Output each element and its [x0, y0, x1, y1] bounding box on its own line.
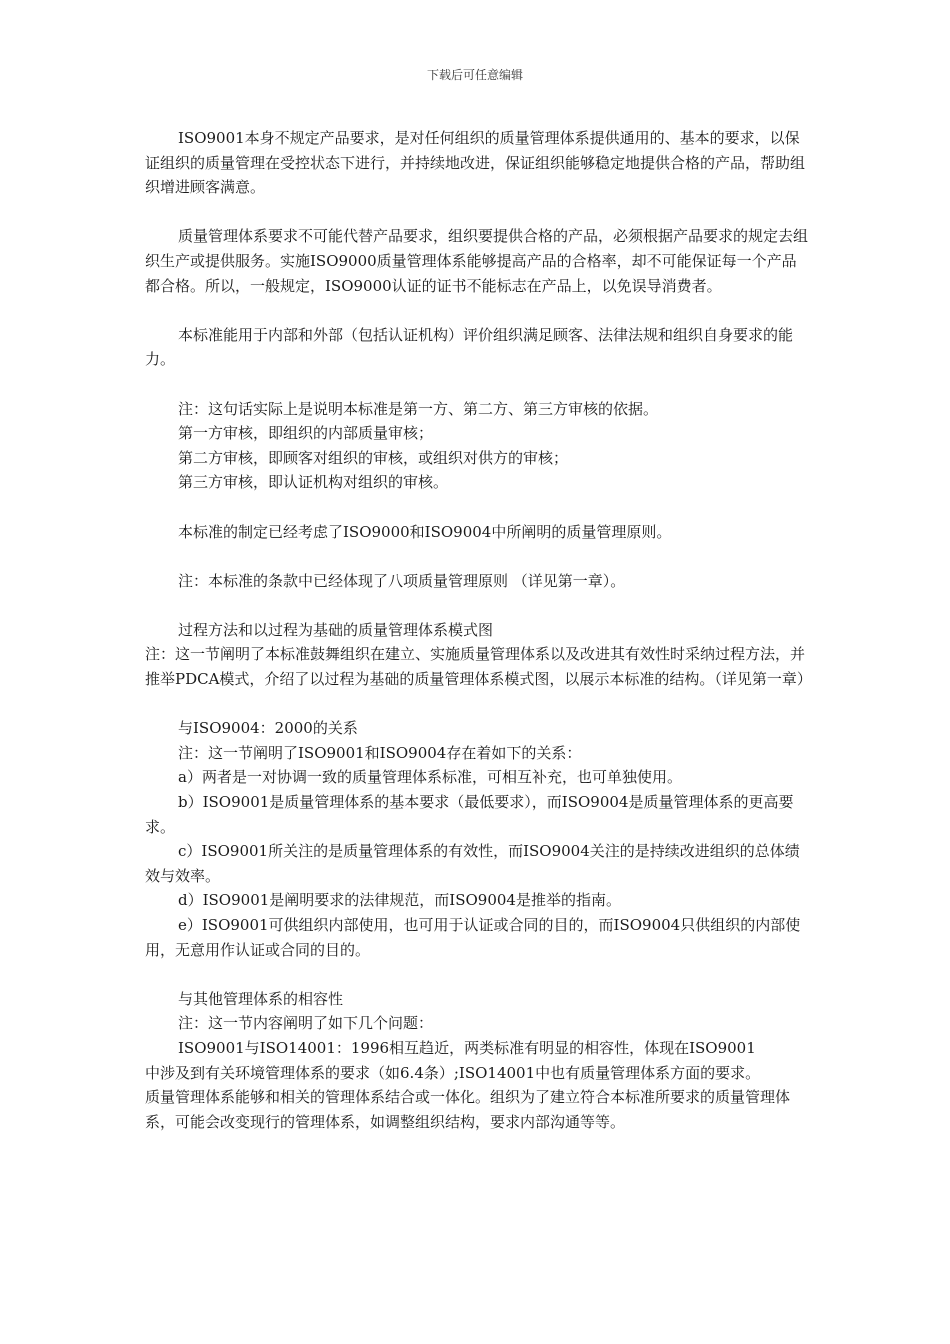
- heading-process-approach: 过程方法和以过程为基础的质量管理体系模式图: [178, 620, 494, 639]
- note-first-party-audit: 第一方审核，即组织的内部质量审核；: [178, 424, 434, 443]
- heading-iso9004-relation: 与ISO9004：2000的关系: [178, 719, 358, 738]
- relation-item-b: b）ISO9001是质量管理体系的基本要求（最低要求），而ISO9004是质量管理体系的更高要求。: [145, 793, 794, 836]
- note-eight-principles: 注：本标准的条款中已经体现了八项质量管理原则 （详见第一章）。: [178, 571, 626, 590]
- note-process-approach: 注：这一节阐明了本标准鼓舞组织在建立、实施质量管理体系以及改进其有效性时采纳过程方法，并推举PDCA模式，介绍了以过程为基础的质量管理体系模式图，以展示本标准的结构。（详见第一章）: [145, 645, 812, 689]
- relation-item-e: e）ISO9001可供组织内部使用，也可用于认证或合同的目的，而ISO9004只供组织的内部使用，无意用作认证或合同的目的。: [145, 916, 801, 959]
- paragraph-iso9001-scope: ISO9001本身不规定产品要求，是对任何组织的质量管理体系提供通用的、基本的要求，以保证组织的质量管理在受控状态下进行，并持续地改进，保证组织能够稳定地提供合格的产品，帮助组织增进顾客满意。: [145, 129, 806, 197]
- page-header: 下载后可任意编辑: [426, 68, 523, 82]
- compatibility-integration: 质量管理体系能够和相关的管理体系结合或一体化。组织为了建立符合本标准所要求的质量管理体系，可能会改变现行的管理体系，如调整组织结构，要求内部沟通等等。: [145, 1088, 791, 1131]
- relation-item-a: a）两者是一对协调一致的质量管理体系标准，可相互补充，也可单独使用。: [178, 768, 682, 787]
- relation-item-d: d）ISO9001是阐明要求的法律规范，而ISO9004是推举的指南。: [178, 891, 621, 910]
- heading-compatibility: 与其他管理体系的相容性: [178, 989, 344, 1008]
- compatibility-iso14001-line1: ISO9001与ISO14001：1996相互趋近，两类标准有明显的相容性，体现在ISO9001: [178, 1038, 756, 1057]
- paragraph-quality-principles: 本标准的制定已经考虑了ISO9000和ISO9004中所阐明的质量管理原则。: [178, 522, 672, 541]
- relation-item-c: c）ISO9001所关注的是质量管理体系的有效性，而ISO9004关注的是持续改进组织的总体绩效与效率。: [145, 842, 800, 885]
- note-second-party-audit: 第二方审核，即顾客对组织的审核，或组织对供方的审核；: [178, 448, 569, 467]
- paragraph-product-requirements: 质量管理体系要求不可能代替产品要求，组织要提供合格的产品，必须根据产品要求的规定去组织生产或提供服务。实施ISO9000质量管理体系能够提高产品的合格率，却不可能保证每一个产品都合格。所以，一般规定，ISO9000认证的证书不能标志在产品上，以免误导消费者。: [145, 227, 809, 295]
- note-compatibility-intro: 注：这一节内容阐明了如下几个问题：: [178, 1014, 434, 1033]
- note-relation-intro: 注：这一节阐明了ISO9001和ISO9004存在着如下的关系：: [178, 743, 582, 762]
- paragraph-internal-external-use: 本标准能用于内部和外部（包括认证机构）评价组织满足顾客、法律法规和组织自身要求的能力。: [145, 325, 794, 369]
- compatibility-iso14001-line2: 中涉及到有关环境管理体系的要求（如6.4条）;ISO14001中也有质量管理体系方面的要求。: [145, 1063, 761, 1082]
- note-third-party-audit: 第三方审核，即认证机构对组织的审核。: [178, 473, 449, 492]
- document-body: [145, 126, 810, 1134]
- note-audit-basis: 注：这句话实际上是说明本标准是第一方、第二方、第三方审核的依据。: [178, 399, 659, 418]
